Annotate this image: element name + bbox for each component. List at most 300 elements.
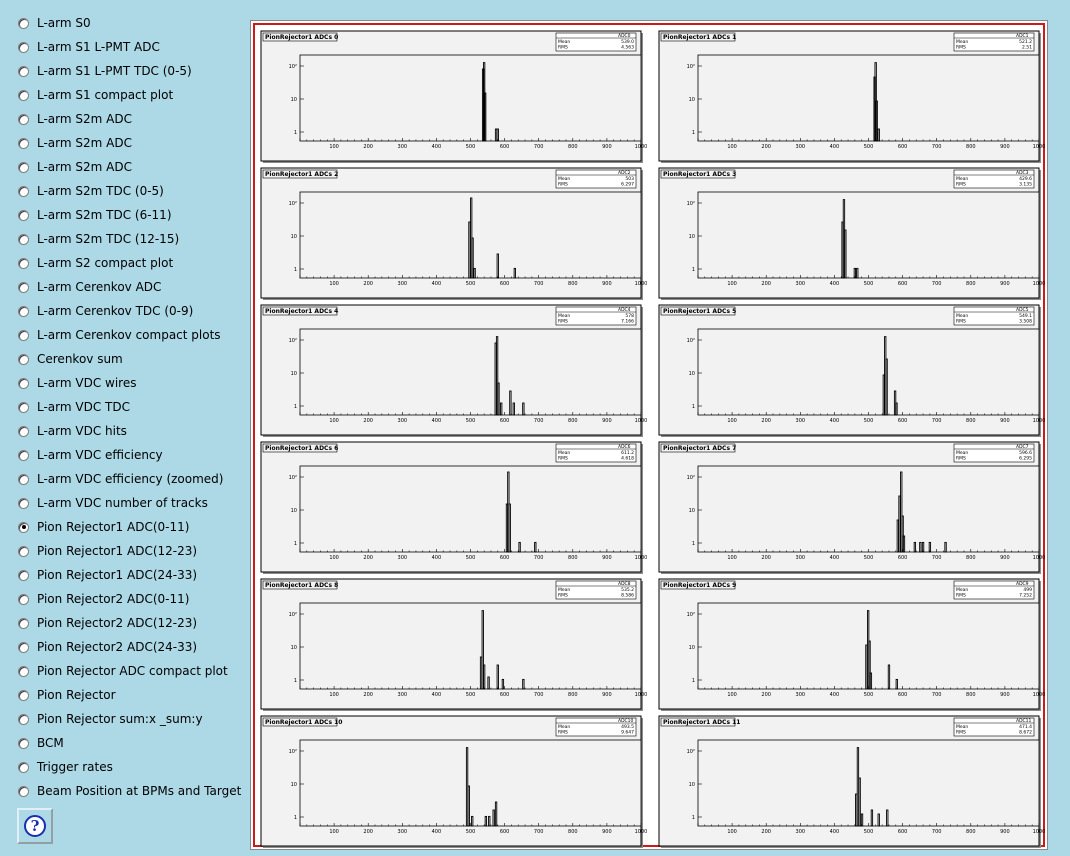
x-tick-label: 700 (931, 692, 942, 698)
stats-rms-label: RMS (558, 182, 568, 188)
stats-mean-label: Mean (558, 40, 571, 45)
x-tick-label: 900 (1000, 418, 1010, 424)
radio-option-label: Pion Rejector sum:x _sum:y (37, 712, 203, 726)
radio-option[interactable] (18, 301, 193, 321)
plot-area (698, 740, 1039, 826)
x-tick-label: 900 (1000, 692, 1010, 698)
radio-option-label: L-arm S2m ADC (37, 112, 132, 126)
radio-unchecked-icon[interactable] (18, 306, 29, 317)
x-tick-label: 800 (568, 144, 578, 150)
stats-rms-label: RMS (558, 593, 568, 599)
radio-unchecked-icon[interactable] (18, 498, 29, 509)
radio-unchecked-icon[interactable] (18, 594, 29, 605)
y-tick-label: 10 (290, 508, 297, 514)
x-tick-label: 200 (761, 555, 771, 561)
radio-option-label: L-arm VDC wires (37, 376, 137, 390)
histogram-title: PionRejector1 ADCs 1 (663, 34, 737, 41)
histogram-pad[interactable] (261, 442, 647, 574)
stats-mean-value: 521.2 (1019, 40, 1032, 45)
radio-option[interactable] (18, 253, 173, 273)
radio-option-label: L-arm S1 compact plot (37, 88, 174, 102)
stats-rms-label: RMS (558, 456, 568, 462)
radio-option[interactable] (18, 421, 127, 441)
x-tick-label: 800 (568, 692, 578, 698)
stats-mean-label: Mean (558, 314, 571, 319)
x-tick-label: 400 (829, 555, 840, 561)
x-tick-label: 500 (863, 418, 874, 424)
stats-name: ADC10 (618, 719, 634, 724)
x-tick-label: 400 (829, 692, 840, 698)
radio-unchecked-icon[interactable] (18, 66, 29, 77)
x-tick-label: 500 (465, 829, 476, 835)
y-tick-label: 10 (688, 97, 695, 103)
x-tick-label: 1000 (1032, 555, 1046, 561)
radio-option[interactable] (18, 349, 123, 369)
histogram-pad[interactable] (659, 716, 1045, 848)
radio-option-label: L-arm S2m ADC (37, 136, 132, 150)
radio-option-label: L-arm VDC hits (37, 424, 127, 438)
x-tick-label: 500 (465, 144, 476, 150)
x-tick-label: 800 (966, 829, 976, 835)
stats-rms-label: RMS (956, 730, 966, 736)
y-tick-label: 10² (288, 201, 297, 207)
radio-option-label: L-arm Cerenkov compact plots (37, 328, 221, 342)
stats-mean-value: 539.0 (621, 40, 634, 45)
y-tick-label: 10 (290, 97, 297, 103)
x-tick-label: 600 (897, 829, 908, 835)
y-tick-label: 10 (688, 371, 695, 377)
stats-name: ADC6 (618, 445, 631, 450)
radio-unchecked-icon[interactable] (18, 738, 29, 749)
radio-unchecked-icon[interactable] (18, 138, 29, 149)
radio-unchecked-icon[interactable] (18, 642, 29, 653)
histogram-pad[interactable] (659, 579, 1045, 711)
x-tick-label: 400 (431, 281, 442, 287)
radio-unchecked-icon[interactable] (18, 666, 29, 677)
stats-mean-value: 493.5 (621, 725, 634, 730)
y-tick-label: 1 (691, 815, 695, 821)
x-tick-label: 200 (761, 144, 771, 150)
radio-option[interactable] (18, 685, 116, 705)
radio-option[interactable] (18, 541, 197, 561)
radio-option[interactable] (18, 157, 132, 177)
x-tick-label: 200 (363, 418, 373, 424)
x-tick-label: 600 (499, 692, 510, 698)
radio-option[interactable] (18, 781, 241, 801)
radio-option[interactable] (18, 757, 113, 777)
x-tick-label: 800 (568, 555, 578, 561)
y-tick-label: 10² (686, 749, 695, 755)
histogram-title: PionRejector1 ADCs 6 (265, 445, 339, 452)
x-tick-label: 400 (829, 829, 840, 835)
stats-mean-label: Mean (956, 40, 969, 45)
histogram-title: PionRejector1 ADCs 2 (265, 171, 339, 178)
radio-option-label: L-arm Cerenkov ADC (37, 280, 162, 294)
x-tick-label: 200 (363, 829, 373, 835)
x-tick-label: 200 (363, 692, 373, 698)
radio-option[interactable] (18, 565, 197, 585)
stats-rms-value: 6.297 (621, 182, 634, 188)
histogram-pad[interactable] (659, 168, 1045, 300)
stats-rms-value: 6.295 (1019, 456, 1032, 462)
x-tick-label: 600 (897, 555, 908, 561)
x-tick-label: 800 (966, 692, 976, 698)
x-tick-label: 200 (761, 692, 771, 698)
x-tick-label: 600 (499, 829, 510, 835)
histogram-title: PionRejector1 ADCs 8 (265, 582, 339, 589)
x-tick-label: 100 (329, 144, 339, 150)
radio-unchecked-icon[interactable] (18, 234, 29, 245)
histogram-pad[interactable] (261, 716, 647, 848)
x-tick-label: 300 (795, 144, 806, 150)
y-tick-label: 10² (288, 338, 297, 344)
radio-option-label: L-arm Cerenkov TDC (0-9) (37, 304, 194, 318)
radio-option-label: L-arm VDC efficiency (zoomed) (37, 472, 224, 486)
radio-option[interactable] (18, 373, 136, 393)
radio-unchecked-icon[interactable] (18, 210, 29, 221)
stats-name: ADC0 (618, 34, 631, 39)
stats-mean-value: 596.6 (1019, 451, 1032, 456)
x-tick-label: 100 (727, 418, 737, 424)
plot-area (300, 55, 641, 141)
radio-option[interactable] (18, 205, 172, 225)
radio-unchecked-icon[interactable] (18, 18, 29, 29)
x-tick-label: 100 (727, 692, 737, 698)
x-tick-label: 500 (465, 555, 476, 561)
radio-unchecked-icon[interactable] (18, 762, 29, 773)
y-tick-label: 10² (288, 64, 297, 70)
x-tick-label: 300 (397, 829, 408, 835)
radio-option-label: L-arm S1 L-PMT TDC (0-5) (37, 64, 192, 78)
x-tick-label: 1000 (634, 281, 648, 287)
radio-unchecked-icon[interactable] (18, 186, 29, 197)
radio-unchecked-icon[interactable] (18, 42, 29, 53)
x-tick-label: 900 (1000, 829, 1010, 835)
stats-name: ADC7 (1016, 445, 1029, 450)
x-tick-label: 700 (533, 281, 544, 287)
y-tick-label: 1 (293, 404, 297, 410)
stats-name: ADC1 (1016, 34, 1029, 39)
histogram-title: PionRejector1 ADCs 0 (265, 34, 339, 41)
stats-rms-label: RMS (956, 319, 966, 325)
radio-unchecked-icon[interactable] (18, 402, 29, 413)
y-tick-label: 10 (290, 782, 297, 788)
histogram-pad[interactable] (659, 31, 1045, 163)
stats-name: ADC5 (1016, 308, 1029, 313)
help-button[interactable] (17, 808, 53, 844)
x-tick-label: 900 (602, 555, 612, 561)
radio-unchecked-icon[interactable] (18, 618, 29, 629)
y-tick-label: 10² (686, 64, 695, 70)
histogram-title: PionRejector1 ADCs 9 (663, 582, 737, 589)
radio-option[interactable] (18, 637, 197, 657)
radio-option[interactable] (18, 61, 192, 81)
radio-option[interactable] (18, 133, 132, 153)
stats-rms-value: 3.135 (1019, 182, 1032, 188)
histogram-grid (255, 25, 1046, 845)
radio-unchecked-icon[interactable] (18, 330, 29, 341)
stats-rms-value: 7.252 (1019, 593, 1032, 599)
stats-rms-value: 8.586 (621, 593, 634, 599)
plot-area (698, 192, 1039, 278)
stats-rms-value: 2.51 (1021, 45, 1032, 51)
x-tick-label: 300 (397, 418, 408, 424)
x-tick-label: 700 (931, 418, 942, 424)
x-tick-label: 700 (931, 281, 942, 287)
plot-area (698, 329, 1039, 415)
histogram-pad[interactable] (659, 305, 1045, 437)
stats-rms-value: 7.166 (621, 319, 634, 325)
x-tick-label: 700 (533, 144, 544, 150)
stats-mean-label: Mean (956, 725, 969, 730)
x-tick-label: 200 (363, 555, 373, 561)
plot-area (300, 329, 641, 415)
stats-mean-value: 503 (625, 177, 634, 182)
x-tick-label: 300 (795, 829, 806, 835)
x-tick-label: 100 (329, 418, 339, 424)
radio-option-label: Cerenkov sum (37, 352, 123, 366)
radio-option[interactable] (18, 589, 189, 609)
x-tick-label: 400 (431, 144, 442, 150)
stats-name: ADC8 (618, 582, 631, 587)
histogram-pad[interactable] (261, 579, 647, 711)
x-tick-label: 100 (329, 692, 339, 698)
radio-unchecked-icon[interactable] (18, 378, 29, 389)
y-tick-label: 10² (288, 749, 297, 755)
y-tick-label: 1 (691, 678, 695, 684)
radio-option-label: L-arm S2m TDC (6-11) (37, 208, 172, 222)
stats-rms-value: 3.508 (1019, 319, 1032, 325)
radio-unchecked-icon[interactable] (18, 258, 29, 269)
radio-option[interactable] (18, 709, 203, 729)
x-tick-label: 1000 (634, 692, 648, 698)
stats-mean-value: 499 (1023, 588, 1032, 593)
x-tick-label: 500 (465, 692, 476, 698)
stats-mean-label: Mean (956, 451, 969, 456)
x-tick-label: 800 (966, 281, 976, 287)
radio-option[interactable] (18, 109, 132, 129)
x-tick-label: 800 (568, 829, 578, 835)
histogram-title: PionRejector1 ADCs 7 (663, 445, 737, 452)
stats-rms-value: 8.672 (1019, 730, 1032, 736)
y-tick-label: 10 (688, 508, 695, 514)
radio-unchecked-icon[interactable] (18, 162, 29, 173)
radio-option[interactable] (18, 517, 189, 537)
x-tick-label: 100 (329, 281, 339, 287)
stats-mean-label: Mean (956, 314, 969, 319)
radio-option-label: L-arm S2 compact plot (37, 256, 174, 270)
x-tick-label: 900 (602, 829, 612, 835)
radio-option[interactable] (18, 469, 223, 489)
x-tick-label: 800 (966, 555, 976, 561)
x-tick-label: 700 (931, 829, 942, 835)
radio-option-label: Pion Rejector1 ADC(12-23) (37, 544, 198, 558)
radio-option[interactable] (18, 445, 163, 465)
radio-option[interactable] (18, 85, 173, 105)
stats-rms-value: 4.563 (621, 45, 634, 51)
x-tick-label: 200 (363, 281, 373, 287)
radio-option-label: L-arm VDC TDC (37, 400, 130, 414)
radio-option[interactable] (18, 229, 179, 249)
x-tick-label: 100 (727, 144, 737, 150)
x-tick-label: 200 (761, 829, 771, 835)
stats-mean-value: 471.4 (1019, 725, 1032, 730)
x-tick-label: 200 (761, 281, 771, 287)
radio-option-label: BCM (37, 736, 64, 750)
radio-option[interactable] (18, 397, 130, 417)
histogram-title: PionRejector1 ADCs 3 (663, 171, 737, 178)
x-tick-label: 1000 (1032, 692, 1046, 698)
x-tick-label: 600 (897, 281, 908, 287)
x-tick-label: 800 (568, 418, 578, 424)
x-tick-label: 900 (1000, 281, 1010, 287)
x-tick-label: 1000 (634, 418, 648, 424)
x-tick-label: 500 (863, 144, 874, 150)
stats-name: ADC2 (618, 171, 631, 176)
radio-option[interactable] (18, 37, 160, 57)
stats-mean-value: 611.2 (621, 451, 634, 456)
x-tick-label: 700 (533, 829, 544, 835)
y-tick-label: 1 (691, 541, 695, 547)
x-tick-label: 400 (431, 829, 442, 835)
radio-option[interactable] (18, 613, 197, 633)
plot-area (300, 603, 641, 689)
y-tick-label: 10² (288, 612, 297, 618)
radio-unchecked-icon[interactable] (18, 426, 29, 437)
stats-mean-value: 535.2 (621, 588, 634, 593)
x-tick-label: 600 (499, 281, 510, 287)
x-tick-label: 400 (829, 144, 840, 150)
radio-option-label: Pion Rejector1 ADC(0-11) (37, 520, 190, 534)
stats-mean-value: 578 (625, 314, 634, 319)
y-tick-label: 10 (290, 645, 297, 651)
radio-option-label: L-arm S2m TDC (0-5) (37, 184, 164, 198)
stats-mean-label: Mean (956, 177, 969, 182)
histogram-title: PionRejector1 ADCs 4 (265, 308, 339, 315)
radio-unchecked-icon[interactable] (18, 354, 29, 365)
radio-option[interactable] (18, 325, 221, 345)
radio-option-label: Pion Rejector ADC compact plot (37, 664, 228, 678)
y-tick-label: 10² (686, 201, 695, 207)
canvas-frame (250, 20, 1048, 850)
radio-option[interactable] (18, 733, 64, 753)
x-tick-label: 500 (465, 281, 476, 287)
radio-checked-icon[interactable] (18, 522, 29, 533)
radio-option-label: Pion Rejector2 ADC(0-11) (37, 592, 190, 606)
x-tick-label: 400 (431, 555, 442, 561)
radio-option[interactable] (18, 181, 164, 201)
histogram-pad[interactable] (261, 31, 647, 163)
stats-mean-label: Mean (558, 725, 571, 730)
plot-canvas[interactable] (253, 23, 1045, 847)
stats-rms-label: RMS (956, 182, 966, 188)
plot-area (300, 466, 641, 552)
x-tick-label: 300 (397, 144, 408, 150)
radio-unchecked-icon[interactable] (18, 546, 29, 557)
x-tick-label: 700 (533, 418, 544, 424)
y-tick-label: 10 (688, 645, 695, 651)
radio-option-label: Beam Position at BPMs and Target (37, 784, 242, 798)
stats-rms-label: RMS (956, 456, 966, 462)
x-tick-label: 600 (897, 418, 908, 424)
radio-unchecked-icon[interactable] (18, 114, 29, 125)
radio-unchecked-icon[interactable] (18, 282, 29, 293)
radio-unchecked-icon[interactable] (18, 690, 29, 701)
x-tick-label: 1000 (1032, 144, 1046, 150)
radio-unchecked-icon[interactable] (18, 714, 29, 725)
x-tick-label: 1000 (1032, 418, 1046, 424)
x-tick-label: 700 (931, 144, 942, 150)
stats-rms-label: RMS (558, 45, 568, 51)
stats-rms-value: 4.618 (621, 456, 634, 462)
radio-option[interactable] (18, 277, 161, 297)
stats-rms-label: RMS (956, 45, 966, 51)
radio-unchecked-icon[interactable] (18, 570, 29, 581)
radio-option-label: L-arm VDC efficiency (37, 448, 163, 462)
histogram-pad[interactable] (261, 305, 647, 437)
y-tick-label: 1 (293, 815, 297, 821)
x-tick-label: 500 (863, 281, 874, 287)
x-tick-label: 600 (499, 418, 510, 424)
x-tick-label: 400 (431, 692, 442, 698)
stats-name: ADC11 (1016, 719, 1032, 724)
stats-mean-label: Mean (558, 451, 571, 456)
stats-mean-label: Mean (558, 588, 571, 593)
x-tick-label: 600 (897, 144, 908, 150)
histogram-title: PionRejector1 ADCs 5 (663, 308, 737, 315)
radio-option[interactable] (18, 493, 208, 513)
histogram-pad[interactable] (659, 442, 1045, 574)
x-tick-label: 600 (499, 144, 510, 150)
x-tick-label: 500 (863, 555, 874, 561)
histogram-pad[interactable] (261, 168, 647, 300)
histogram-title: PionRejector1 ADCs 10 (265, 719, 343, 726)
x-tick-label: 300 (397, 555, 408, 561)
plot-area (300, 740, 641, 826)
plot-area (698, 55, 1039, 141)
y-tick-label: 1 (293, 130, 297, 136)
x-tick-label: 100 (329, 829, 339, 835)
x-tick-label: 700 (533, 692, 544, 698)
radio-unchecked-icon[interactable] (18, 90, 29, 101)
radio-option[interactable] (18, 661, 228, 681)
radio-option-label: L-arm S2m TDC (12-15) (37, 232, 180, 246)
radio-option-label: Pion Rejector2 ADC(24-33) (37, 640, 198, 654)
radio-unchecked-icon[interactable] (18, 474, 29, 485)
x-tick-label: 1000 (1032, 281, 1046, 287)
radio-option-label: L-arm S2m ADC (37, 160, 132, 174)
radio-option-label: Pion Rejector1 ADC(24-33) (37, 568, 198, 582)
stats-name: ADC9 (1016, 582, 1029, 587)
x-tick-label: 900 (602, 692, 612, 698)
x-tick-label: 800 (568, 281, 578, 287)
x-tick-label: 1000 (634, 144, 648, 150)
radio-option[interactable] (18, 13, 91, 33)
x-tick-label: 300 (397, 692, 408, 698)
y-tick-label: 1 (293, 678, 297, 684)
stats-rms-label: RMS (956, 593, 966, 599)
y-tick-label: 1 (293, 267, 297, 273)
radio-unchecked-icon[interactable] (18, 786, 29, 797)
histogram-title: PionRejector1 ADCs 11 (663, 719, 741, 726)
x-tick-label: 100 (727, 281, 737, 287)
x-tick-label: 700 (931, 555, 942, 561)
radio-unchecked-icon[interactable] (18, 450, 29, 461)
y-tick-label: 1 (293, 541, 297, 547)
x-tick-label: 900 (602, 144, 612, 150)
x-tick-label: 200 (761, 418, 771, 424)
x-tick-label: 500 (863, 692, 874, 698)
